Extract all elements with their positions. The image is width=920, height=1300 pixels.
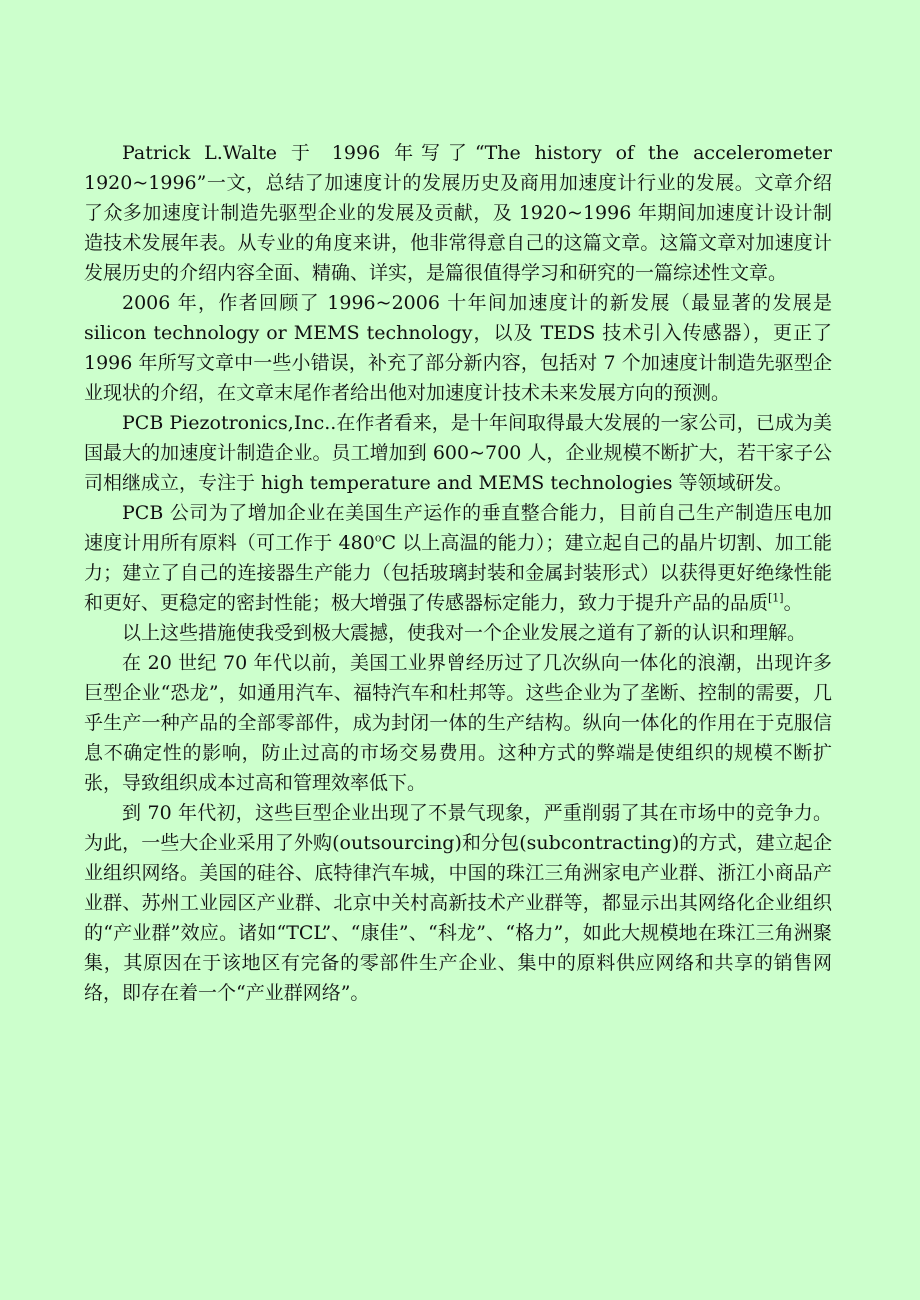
paragraph-4-part-1: PCB 公司为了增加企业在美国生产运作的垂直整合能力，目前自己生产制造压电加速度计用所有原料（可工作于 480 — [84, 502, 832, 554]
paragraph-2: 2006 年，作者回顾了 1996~2006 十年间加速度计的新发展（最显著的发展是 silicon technology or MEMS technology，以及 TEDS 技术引入传感器），更正了 1996 年所写文章中一些小错误，补充了部分新内容，包括对 7 个加速度计制造先驱型企业现状的介绍，在文章末尾作者给出他对加速度计技术未来发展方向的预测。 — [84, 292, 832, 404]
paragraph-3: PCB Piezotronics,Inc..在作者看来，是十年间取得最大发展的一家公司，已成为美国最大的加速度计制造企业。员工增加到 600~700 人，企业规模不断扩大，若干家子公司相继成立，专注于 high temperature and MEMS technologies 等领域研发。 — [84, 412, 832, 494]
paragraph-1: Patrick L.Walte 于 1996 年写了“The history of the accelerometer 1920~1996”一文，总结了加速度计的发展历史及商用加速度计行业的发展。文章介绍了众多加速度计制造先驱型企业的发展及贡献，及 1920~1996 年期间加速度计设计制造技术发展年表。从专业的角度来讲，他非常得意自己的这篇文章。这篇文章对加速度计发展历史的介绍内容全面、精确、详实，是篇很值得学习和研究的一篇综述性文章。 — [84, 142, 832, 284]
paragraph-7: 到 70 年代初，这些巨型企业出现了不景气现象，严重削弱了其在市场中的竞争力。为此，一些大企业采用了外购(outsourcing)和分包(subcontracting)的方式，建立起企业组织网络。美国的硅谷、底特律汽车城，中国的珠江三角洲家电产业群、浙江小商品产业群、苏州工业园区产业群、北京中关村高新技术产业群等，都显示出其网络化企业组织的“产业群”效应。诸如“TCL”、“康佳”、“科龙”、“格力”，如此大规模地在珠江三角洲聚集，其原因在于该地区有完备的零部件生产企业、集中的原料供应网络和共享的销售网络，即存在着一个“产业群网络”。 — [84, 802, 832, 1004]
paragraph-4-part-3: 。 — [783, 592, 803, 614]
document-body — [84, 138, 832, 1008]
paragraph-6: 在 20 世纪 70 年代以前，美国工业界曾经历过了几次纵向一体化的浪潮，出现许多巨型企业“恐龙”，如通用汽车、福特汽车和杜邦等。这些企业为了垄断、控制的需要，几乎生产一种产品的全部零部件，成为封闭一体的生产结构。纵向一体化的作用在于克服信息不确定性的影响，防止过高的市场交易费用。这种方式的弊端是使组织的规模不断扩张，导致组织成本过高和管理效率低下。 — [84, 652, 832, 794]
paragraph-4-part-2: C 以上高温的能力）；建立起自己的晶片切割、加工能力；建立了自己的连接器生产能力（包括玻璃封装和金属封装形式）以获得更好绝缘性能和更好、更稳定的密封性能；极大增强了传感器标定能力，致力于提升产品的品质 — [84, 532, 832, 614]
degree-superscript: o — [374, 531, 382, 545]
citation-marker: [1] — [768, 591, 784, 605]
paragraph-5: 以上这些措施使我受到极大震撼，使我对一个企业发展之道有了新的认识和理解。 — [122, 622, 807, 644]
paragraph-4 — [84, 498, 832, 618]
